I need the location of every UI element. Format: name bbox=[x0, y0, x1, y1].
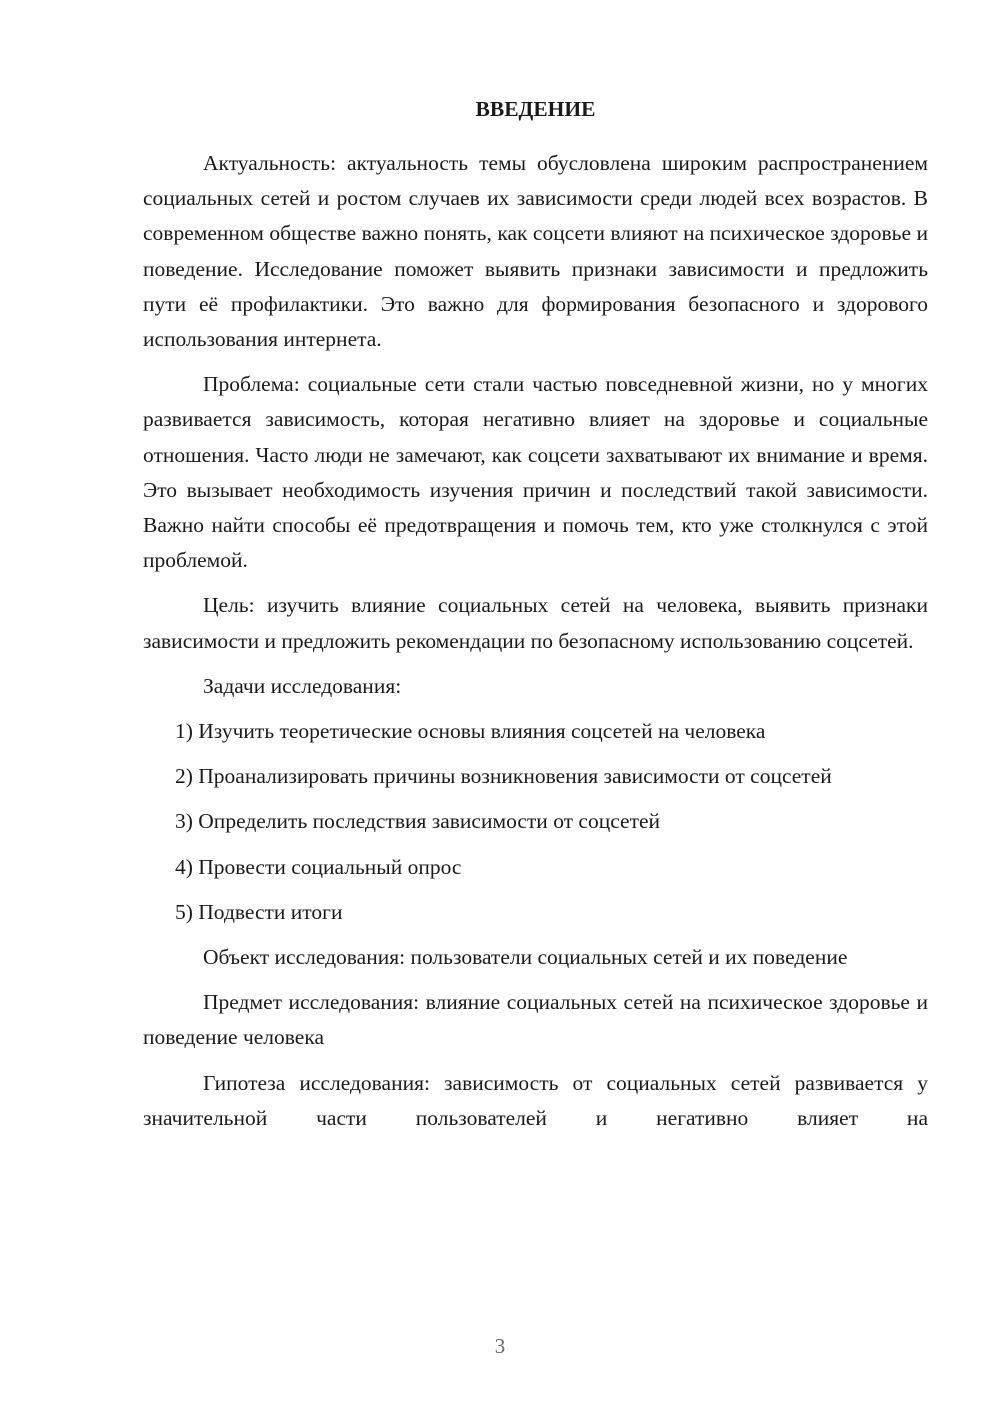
page-content bbox=[143, 92, 928, 1146]
task-item-4: 4) Провести социальный опрос bbox=[175, 854, 462, 879]
task-item-1: 1) Изучить теоретические основы влияния соцсетей на человека bbox=[175, 719, 766, 744]
paragraph-relevance: Актуальность: актуальность темы обусловлена широким распространением социальных сетей и ростом случаев их зависимости среди людей всех возрастов. В современном обществе важно понять, как соцсети влияют на психическое здоровье и поведение. Исследование поможет выявить признаки зависимости и предложить пути её профилактики. Это важно для формирования безопасного и здорового использования интернета. bbox=[143, 151, 928, 352]
paragraph-problem: Проблема: социальные сети стали частью повседневной жизни, но у многих развивается зависимость, которая негативно влияет на здоровье и социальные отношения. Часто люди не замечают, как соцсети захватывают их внимание и время. Это вызывает необходимость изучения причин и последствий такой зависимости. Важно найти способы её предотвращения и помочь тем, кто уже столкнулся с этой проблемой. bbox=[143, 372, 928, 573]
paragraph-object: Объект исследования: пользователи социальных сетей и их поведение bbox=[203, 945, 848, 970]
task-item-2: 2) Проанализировать причины возникновения зависимости от соцсетей bbox=[175, 764, 832, 789]
paragraph-hypothesis: Гипотеза исследования: зависимость от социальных сетей развивается у значительной части пользователей и негативно влияет на bbox=[143, 1070, 928, 1130]
task-item-5: 5) Подвести итоги bbox=[175, 899, 343, 924]
section-title: ВВЕДЕНИЕ bbox=[475, 97, 596, 121]
page-number: 3 bbox=[494, 1334, 506, 1358]
paragraph-tasks-heading: Задачи исследования: bbox=[203, 673, 402, 698]
paragraph-subject: Предмет исследования: влияние социальных сетей на психическое здоровье и поведение человека bbox=[143, 990, 928, 1050]
paragraph-goal: Цель: изучить влияние социальных сетей на человека, выявить признаки зависимости и предложить рекомендации по безопасному использованию соцсетей. bbox=[143, 593, 928, 653]
task-item-3: 3) Определить последствия зависимости от соцсетей bbox=[175, 809, 661, 834]
